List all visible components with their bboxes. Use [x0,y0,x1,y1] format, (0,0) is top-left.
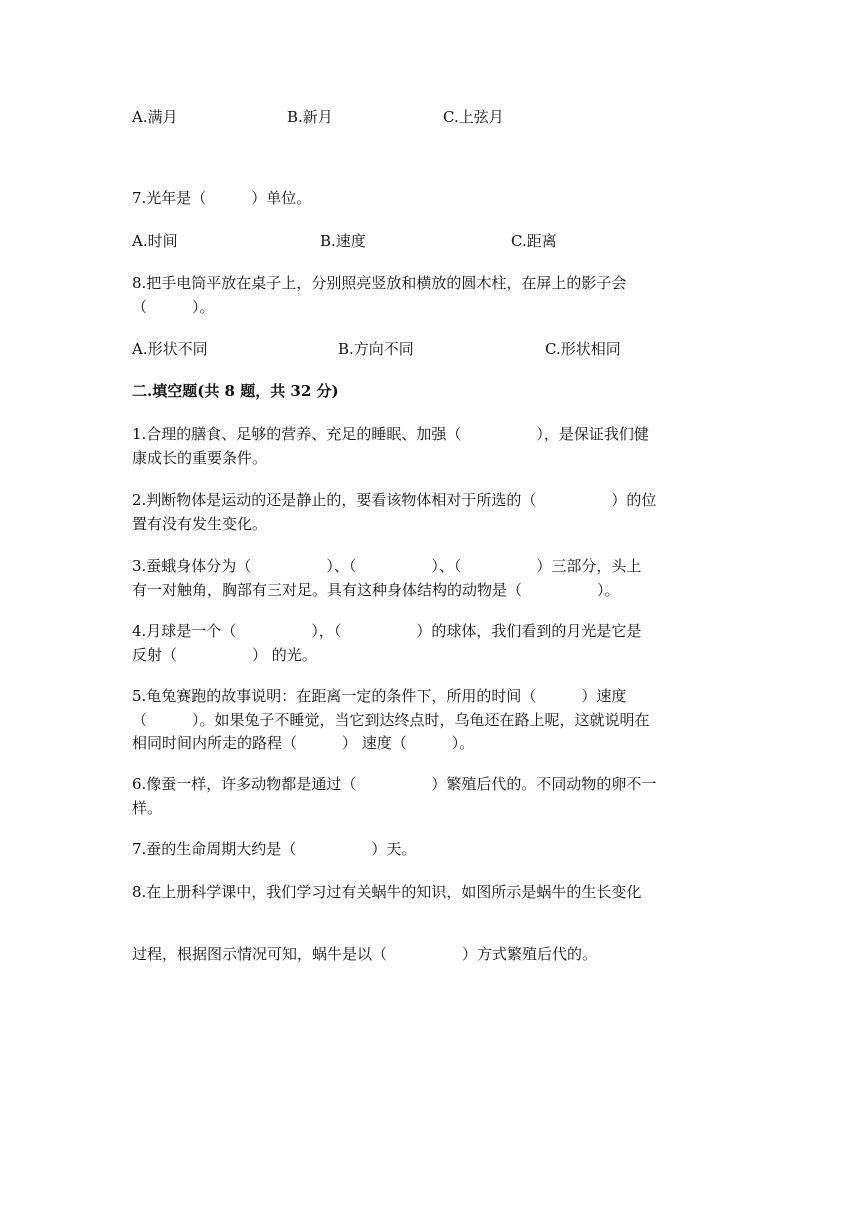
q8-option-b: B.方向不同 [338,340,414,358]
fill-question-4-line1: 4.月球是一个（ ），（ ）的球体，我们看到的月光是它是 [132,622,642,640]
fill-question-6-line2: 样。 [132,799,163,817]
q8-question-line1: 8.把手电筒平放在桌子上，分别照亮竖放和横放的圆木柱，在屏上的影子会 [132,274,627,292]
fill-question-4-line2: 反射（ ） 的光。 [132,646,317,664]
q7-option-c: C.距离 [511,232,557,250]
q7-question: 7.光年是（ ）单位。 [132,189,312,207]
q6-option-a: A.满月 [132,108,178,126]
fill-question-3-line1: 3.蚕蛾身体分为（ ）、（ ）、（ ）三部分，头上 [132,557,642,575]
fill-question-5-line3: 相同时间内所走的路程（ ） 速度（ ）。 [132,734,475,752]
q7-option-a: A.时间 [132,232,178,250]
q6-option-b: B.新月 [287,108,333,126]
fill-question-1-line1: 1.合理的膳食、足够的营养、充足的睡眠、加强（ ），是保证我们健 [132,425,649,443]
q7-option-b: B.速度 [320,232,366,250]
fill-question-2-line1: 2.判断物体是运动的还是静止的，要看该物体相对于所选的（ ）的位 [132,491,657,509]
fill-question-8-line2: 过程，根据图示情况可知，蜗牛是以（ ）方式繁殖后代的。 [132,945,598,963]
fill-question-5-line2: （ ）。如果兔子不睡觉，当它到达终点时，乌龟还在路上呢，这就说明在 [132,711,650,729]
fill-question-2-line2: 置有没有发生变化。 [132,515,268,533]
q8-question-line2: （ ）。 [132,298,215,316]
fill-question-5-line1: 5.龟兔赛跑的故事说明：在距离一定的条件下，所用的时间（ ）速度 [132,687,627,705]
fill-question-6-line1: 6.像蚕一样，许多动物都是通过（ ）繁殖后代的。不同动物的卵不一 [132,775,657,793]
fill-question-8-line1: 8.在上册科学课中，我们学习过有关蜗牛的知识，如图所示是蜗牛的生长变化 [132,883,642,901]
q8-option-a: A.形状不同 [132,340,208,358]
fill-question-3-line2: 有一对触角，胸部有三对足。具有这种身体结构的动物是（ ）。 [132,581,620,599]
fill-question-1-line2: 康成长的重要条件。 [132,449,268,467]
section-title: 二.填空题(共 8 题，共 32 分) [132,382,339,400]
q8-option-c: C.形状相同 [545,340,621,358]
q6-option-c: C.上弦月 [443,108,504,126]
fill-question-7: 7.蚕的生命周期大约是（ ）天。 [132,840,417,858]
